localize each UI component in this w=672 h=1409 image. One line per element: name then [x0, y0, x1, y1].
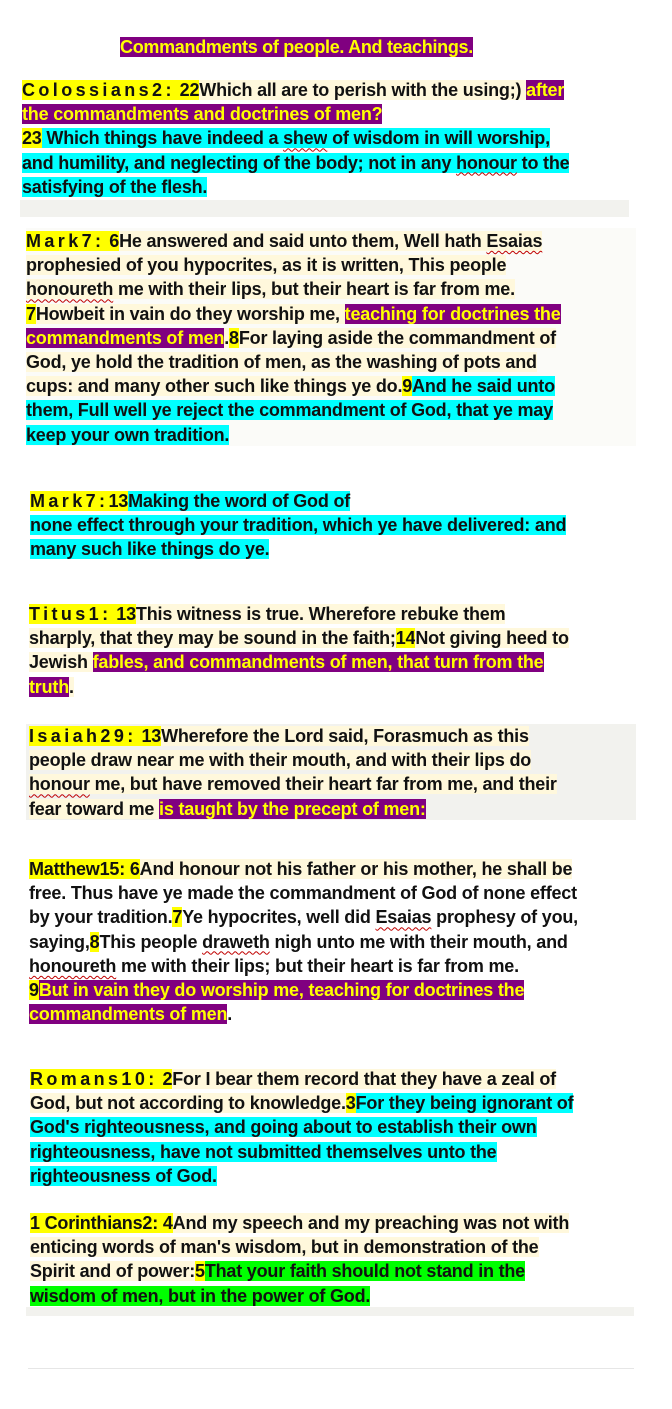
corinthians-line: [30, 1284, 569, 1308]
corinthians-line: [30, 1211, 569, 1235]
verse-reference: 7: [26, 303, 36, 324]
verse-reference: 6: [129, 859, 140, 879]
verse-text: hypocrites, well did: [202, 907, 376, 928]
verse-text: and humility, and neglecting of the body; not in any: [22, 152, 457, 173]
verse-text: God's righteousness, and going about to establish their own: [30, 1117, 537, 1138]
isaiah-line: [29, 748, 557, 772]
verse-reference: 8: [229, 327, 239, 348]
verse-text: Making the word of God of: [128, 491, 351, 511]
verse-text: Esaias: [375, 907, 432, 928]
verse-reference: 23: [22, 128, 42, 149]
verse-reference: 6: [109, 231, 120, 251]
page-title: [120, 36, 473, 58]
verse-text: . Thus have ye made the commandment of God of none effect: [61, 883, 577, 904]
matthew-line: [29, 905, 578, 929]
verse-text: Howbeit in vain do they worship me,: [35, 303, 345, 324]
verse-text: satisfying of the flesh.: [22, 176, 208, 197]
verse-text: commandments of men: [26, 327, 225, 348]
verse-text: nigh unto me with their mouth, and: [269, 931, 568, 952]
verse-text: as: [311, 351, 331, 372]
passage-mark-7-6: [26, 229, 561, 447]
verse-reference: 13: [108, 491, 129, 511]
colossians-line: [22, 78, 569, 102]
verse-text: Which all are to perish with the using;): [199, 80, 527, 100]
section-panel-1: [20, 200, 629, 217]
verse-text: .: [224, 327, 230, 348]
verse-text: sharply, that they may be sound in the faith;: [29, 628, 396, 649]
titus-line: [29, 602, 569, 626]
verse-reference: Titus1:: [29, 604, 112, 624]
verse-text: Esaias: [486, 231, 543, 251]
verse-text: their: [191, 955, 230, 976]
verse-reference: 22: [179, 80, 200, 100]
verse-reference: Mark7:: [26, 231, 105, 251]
matthew-line: [29, 978, 578, 1002]
isaiah-line: [29, 772, 557, 796]
passage-colossians: [22, 78, 569, 199]
verse-reference: 9: [29, 979, 39, 1000]
verse-text: righteousness, have not submitted themselves unto the: [30, 1141, 497, 1162]
verse-text: God, ye hold the tradition of men,: [26, 351, 311, 372]
passage-matthew: [29, 857, 578, 1026]
titus-line: [29, 675, 569, 699]
verse-text: For they being ignorant of: [355, 1093, 574, 1114]
verse-text: commandments of men: [29, 1004, 228, 1025]
verse-text: draweth: [202, 931, 270, 952]
verse-text: with their mouth, and with their lips do: [204, 750, 532, 771]
isaiah-line: [29, 797, 557, 821]
verse-text: God, but not according to knowledge.: [30, 1093, 346, 1114]
corinthians-line: [30, 1235, 569, 1259]
romans-line: [30, 1140, 573, 1164]
verse-text: shew: [283, 128, 328, 149]
verse-text: their: [188, 279, 227, 300]
verse-text: doctrines the: [409, 979, 525, 1000]
matthew-line: [29, 954, 578, 978]
verse-text: the washing of pots and: [330, 351, 537, 372]
titus-line: [29, 626, 569, 650]
verse-text: And he said unto: [412, 376, 555, 397]
verse-text: keep your own tradition.: [26, 424, 230, 445]
verse-text: the commandments and doctrines of men?: [22, 104, 383, 125]
page-title-text: Commandments of people. And teachings.: [120, 37, 473, 57]
romans-line: [30, 1067, 573, 1091]
verse-text: fear toward me: [29, 798, 160, 819]
verse-reference: 4: [162, 1213, 173, 1233]
verse-text: honour: [456, 152, 517, 173]
passage-corinthians: [30, 1211, 569, 1308]
verse-text: free: [29, 883, 62, 904]
verse-text: .: [68, 676, 74, 697]
verse-text: me, but have removed their heart far from me, and their: [89, 774, 557, 795]
verse-text: teaching: [344, 303, 422, 324]
verse-reference: [175, 80, 180, 100]
verse-text: Jewish: [29, 652, 93, 673]
verse-text: .: [227, 1004, 233, 1025]
verse-reference: 9: [402, 376, 413, 397]
mark-7-6-line: [26, 326, 561, 350]
verse-text: me with: [113, 279, 189, 300]
verse-reference: 3: [345, 1093, 356, 1114]
verse-text: fables, and commandments of men, that turn from the: [92, 652, 544, 673]
verse-text: enticing words of man's wisdom, but in demonstration of the: [30, 1237, 539, 1258]
verse-reference: 5: [195, 1261, 205, 1282]
verse-text: And my speech and my preaching: [172, 1213, 464, 1233]
verse-text: prophesied of you hypocrites, as it is written, This people: [26, 255, 507, 276]
verse-reference: 13: [141, 726, 162, 746]
verse-text: them, Full well ye reject the commandment of God, that ye may: [26, 400, 553, 421]
isaiah-line: [29, 724, 557, 748]
colossians-line: [22, 126, 569, 150]
verse-reference: 7: [172, 907, 183, 928]
verse-text: This witness is true. Wherefore rebuke them: [135, 604, 506, 624]
verse-text: For laying aside the commandment of: [238, 327, 556, 348]
verse-text: doctrines the: [445, 303, 561, 324]
verse-text: Not giving heed to: [415, 628, 569, 649]
verse-reference: 8: [89, 931, 100, 952]
verse-text: honour: [29, 774, 90, 795]
titus-line: [29, 650, 569, 674]
verse-text: not with: [496, 1213, 570, 1233]
mark-7-6-line: [26, 398, 561, 422]
passage-titus: [29, 602, 569, 699]
matthew-line: [29, 881, 578, 905]
verse-text: truth: [29, 676, 69, 697]
verse-text: Ye: [182, 907, 203, 928]
colossians-line: [22, 175, 569, 199]
verse-text: Which things have indeed a: [41, 128, 284, 149]
verse-text: of wisdom in will worship,: [327, 128, 550, 149]
verse-text: for: [385, 979, 410, 1000]
verse-reference: 14: [395, 628, 416, 649]
verse-text: by your tradition.: [29, 907, 173, 928]
verse-reference: 13: [116, 604, 136, 624]
romans-line: [30, 1164, 573, 1188]
corinthians-line: [30, 1259, 569, 1283]
colossians-line: [22, 151, 569, 175]
passage-mark-7-13: [30, 489, 566, 562]
verse-text: was: [463, 1213, 497, 1233]
passage-romans: [30, 1067, 573, 1188]
verse-text: wisdom of men, but in the power of God.: [30, 1285, 371, 1306]
matthew-line: [29, 857, 578, 881]
verse-reference: Mark7:: [30, 491, 109, 511]
verse-reference: Matthew15:: [29, 859, 130, 879]
verse-text: lips; but their heart is far from me.: [229, 955, 519, 976]
verse-text: lips, but their heart is far from me.: [226, 279, 515, 300]
verse-text: to the: [516, 152, 570, 173]
verse-text: many such like things do ye.: [30, 539, 270, 560]
matthew-line: [29, 1002, 578, 1026]
footer-rule: [28, 1368, 634, 1369]
mark-7-6-line: [26, 277, 561, 301]
verse-text: prophesy of you,: [431, 907, 578, 928]
verse-text: for: [421, 303, 446, 324]
verse-text: That your faith should not stand in the: [204, 1261, 525, 1282]
verse-text: Wherefore the Lord said, Forasmuch as this: [161, 726, 529, 746]
section-panel-bottom: [26, 1307, 634, 1316]
verse-text: This people: [99, 931, 203, 952]
verse-text: me: [178, 750, 205, 771]
mark-7-6-line: [26, 229, 561, 253]
matthew-line: [29, 930, 578, 954]
romans-line: [30, 1091, 573, 1115]
verse-text: He answered and said unto them, Well hath: [119, 231, 487, 251]
verse-text: honoureth: [29, 955, 117, 976]
colossians-line: [22, 102, 569, 126]
verse-text: righteousness of God.: [30, 1165, 217, 1186]
verse-text: cups: and many other such like things ye do.: [26, 376, 403, 397]
verse-text: me with: [116, 955, 192, 976]
verse-reference: Romans10:: [30, 1069, 158, 1089]
verse-text: he shall be: [481, 859, 573, 879]
verse-text: Spirit and of power:: [30, 1261, 195, 1282]
verse-text: none effect through your tradition, which ye have delivered: and: [30, 515, 567, 536]
mark-7-13-line: [30, 537, 566, 561]
mark-7-6-line: [26, 374, 561, 398]
mark-7-13-line: [30, 489, 566, 513]
verse-text: But in vain they do worship me, teaching: [38, 979, 386, 1000]
passage-isaiah: [29, 724, 557, 821]
verse-text: saying,: [29, 931, 90, 952]
mark-7-6-line: [26, 302, 561, 326]
verse-reference: 1 Corinthians2:: [30, 1213, 163, 1233]
verse-text: For I bear them record that they have a zeal of: [172, 1069, 556, 1089]
verse-text: after: [526, 80, 565, 100]
mark-7-6-line: [26, 350, 561, 374]
verse-text: people draw near: [29, 750, 179, 771]
romans-line: [30, 1115, 573, 1139]
verse-reference: Isaiah29:: [29, 726, 137, 746]
mark-7-13-line: [30, 513, 566, 537]
verse-text: honoureth: [26, 279, 114, 300]
verse-text: is taught by the precept of men:: [159, 798, 426, 819]
mark-7-6-line: [26, 423, 561, 447]
verse-reference: Colossians2:: [22, 80, 175, 100]
mark-7-6-line: [26, 253, 561, 277]
verse-text: And honour not his father or his mother,: [139, 859, 482, 879]
verse-reference: 2: [162, 1069, 173, 1089]
